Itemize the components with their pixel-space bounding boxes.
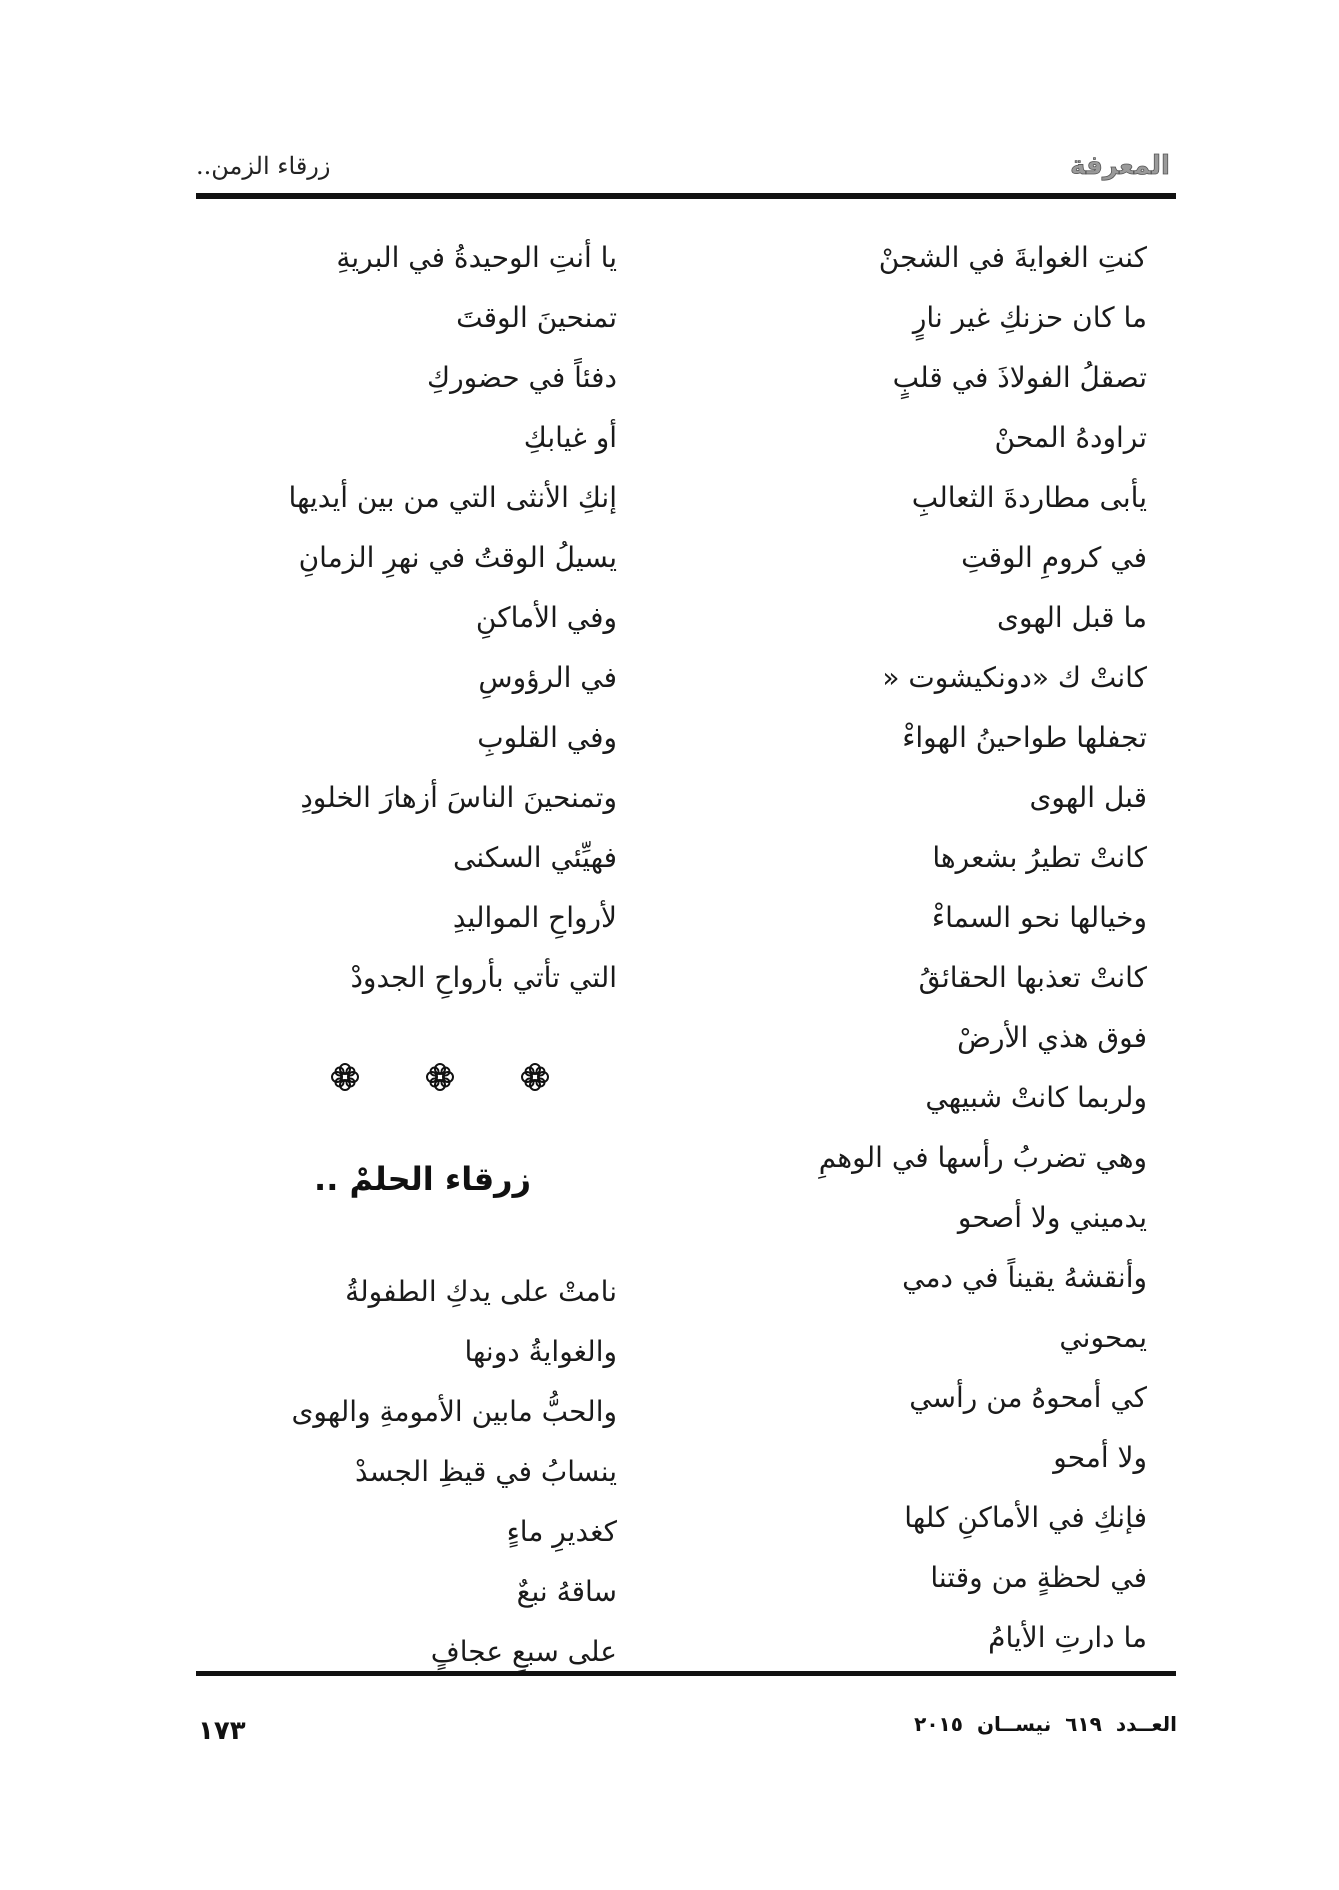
poem-line: وتمنحينَ الناسَ أزهارَ الخلودِ — [300, 781, 617, 814]
poem-line: في لحظةٍ من وقتنا — [930, 1561, 1147, 1594]
flower-ornament-icon — [425, 1062, 455, 1092]
poem-line: كانتْ ك «دونكيشوت « — [882, 661, 1147, 694]
poem-line: أو غيابكِ — [523, 421, 617, 454]
poem-line: قبل الهوى — [1029, 781, 1147, 814]
poem-line: كانتْ تعذبها الحقائقُ — [918, 961, 1147, 994]
top-rule — [196, 193, 1176, 199]
issue-info — [914, 1712, 1177, 1736]
poem-line: والحبُّ مابين الأمومةِ والهوى — [291, 1395, 617, 1428]
poem-line: يسيلُ الوقتُ في نهرِ الزمانِ — [298, 541, 617, 574]
bottom-rule — [196, 1671, 1176, 1676]
poem-line: تراودهُ المحنْ — [994, 421, 1147, 454]
flower-ornament-icon — [330, 1062, 360, 1092]
section-heading: زرقاء الحلمْ .. — [314, 1160, 531, 1198]
magazine-logo — [1064, 148, 1176, 182]
flower-ornament-icon — [520, 1062, 550, 1092]
poem-line: يمحوني — [1059, 1321, 1147, 1354]
poem-line: نامتْ على يدكِ الطفولةُ — [345, 1275, 617, 1308]
page-number: ١٧٣ — [198, 1716, 246, 1746]
poem-line: فوق هذي الأرضْ — [957, 1021, 1147, 1054]
poem-line: فإنكِ في الأماكنِ كلها — [904, 1501, 1147, 1534]
poem-line: كانتْ تطيرُ بشعرها — [932, 841, 1147, 874]
issue-month: نيســان — [976, 1712, 1052, 1736]
poem-line: على سبعٍ عجافٍ — [430, 1635, 617, 1668]
poem-line: كغديرِ ماءٍ — [506, 1515, 617, 1548]
poem-line: وخيالها نحو السماءْ — [931, 901, 1147, 934]
poem-column-left — [177, 228, 617, 1008]
poem-line: وفي الأماكنِ — [475, 601, 617, 634]
poem-line: ولربما كانتْ شبيهي — [925, 1081, 1147, 1114]
logo-text: المعرفة — [1070, 151, 1170, 181]
poem-line: دفئاً في حضوركِ — [426, 361, 617, 394]
poem-line: ما كان حزنكِ غير نارٍ — [912, 301, 1147, 334]
poem-column-right — [627, 228, 1147, 1668]
poem-line: ساقهُ نبعٌ — [516, 1575, 617, 1608]
poem-line: وفي القلوبِ — [477, 721, 617, 754]
poem-column-left-second — [177, 1262, 617, 1682]
poem-line: يا أنتِ الوحيدةُ في البريةِ — [336, 241, 617, 274]
running-title: زرقاء الزمن.. — [196, 152, 331, 180]
poem-line: وأنقشهُ يقيناً في دمي — [902, 1261, 1147, 1294]
issue-year: ٢٠١٥ — [914, 1712, 963, 1736]
section-divider — [330, 1062, 550, 1092]
poem-line: في كرومِ الوقتِ — [961, 541, 1147, 574]
poem-line: وهي تضربُ رأسها في الوهمِ — [818, 1141, 1147, 1174]
poem-line: كي أمحوهُ من رأسي — [909, 1381, 1147, 1414]
issue-number: ٦١٩ — [1065, 1712, 1102, 1736]
poem-line: التي تأتي بأرواحِ الجدودْ — [350, 961, 617, 994]
poem-line: كنتِ الغوايةَ في الشجنْ — [878, 241, 1147, 274]
poem-line: ينسابُ في قيظِ الجسدْ — [354, 1455, 617, 1488]
poem-line: ما دارتِ الأيامُ — [988, 1621, 1147, 1654]
poem-line: ما قبل الهوى — [997, 601, 1147, 634]
poem-line: يدميني ولا أصحو — [957, 1201, 1147, 1234]
poem-line: والغوايةُ دونها — [464, 1335, 617, 1368]
poem-line: ولا أمحو — [1053, 1441, 1147, 1474]
poem-line: في الرؤوسِ — [478, 661, 617, 694]
poem-line: تمنحينَ الوقتَ — [456, 301, 617, 334]
poem-line: لأرواحِ المواليدِ — [452, 901, 617, 934]
issue-label: العــدد — [1115, 1712, 1177, 1736]
poem-line: إنكِ الأنثى التي من بين أيديها — [288, 481, 617, 514]
poem-line: يأبى مطاردةَ الثعالبِ — [911, 481, 1147, 514]
poem-line: تصقلُ الفولاذَ في قلبٍ — [892, 361, 1147, 394]
poem-line: فهيِّئي السكنى — [453, 841, 617, 874]
poem-line: تجفلها طواحينُ الهواءْ — [902, 721, 1147, 754]
